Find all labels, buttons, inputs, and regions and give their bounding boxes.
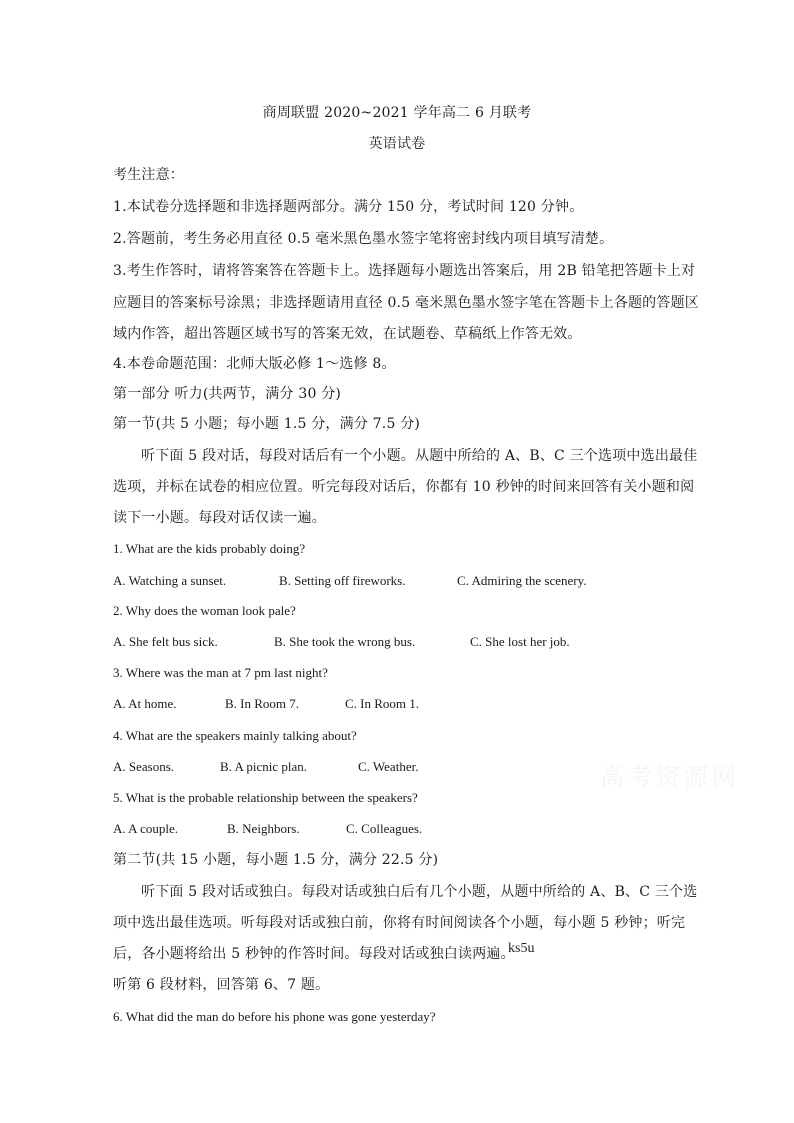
question-6: 6. What did the man do before his phone was gone yesterday? [113,1009,436,1024]
notice-heading: 考生注意： [113,167,184,183]
option-a: A. At home. [113,696,177,711]
exam-subject: 英语试卷 [368,136,426,152]
section2-instruction: 后，各小题将给出 5 秒钟的作答时间。每段对话或独白读两遍。 [113,946,515,962]
section1-instruction: 选项，并标在试卷的相应位置。听完每段对话后，你都有 10 秒钟的时间来回答有关小题和阅 [113,479,695,495]
option-a: A. Seasons. [113,759,175,774]
question-3: 3. Where was the man at 7 pm last night? [113,665,328,680]
notice-item: 应题目的答案标号涂黑；非选择题请用直径 0.5 毫米黑色墨水签字笔在答题卡上各题的答题区 [113,295,699,311]
section2-instruction: 项中选出最佳选项。听每段对话或独白前，你将有时间阅读各个小题，每小题 5 秒钟；听完 [113,915,686,931]
part1-heading: 第一部分 听力(共两节，满分 30 分) [113,386,342,402]
option-a: A. Watching a sunset. [113,573,227,588]
question-5: 5. What is the probable relationship between the speakers? [113,790,418,805]
question-2: 2. Why does the woman look pale? [113,603,296,618]
option-b: B. In Room 7. [225,696,300,711]
section2-heading: 第二节(共 15 小题，每小题 1.5 分，满分 22.5 分) [113,852,439,868]
option-c: C. Admiring the scenery. [457,573,587,588]
exam-title: 商周联盟 2020~2021 学年高二 6 月联考 [262,105,532,121]
option-b: B. A picnic plan. [220,759,308,774]
option-a: A. A couple. [113,821,178,836]
question-4: 4. What are the speakers mainly talking about? [113,728,357,743]
notice-item: 1.本试卷分选择题和非选择题两部分。满分 150 分，考试时间 120 分钟。 [113,199,584,215]
section1-instruction: 读下一小题。每段对话仅读一遍。 [113,510,326,526]
notice-item: 2.答题前，考生务必用直径 0.5 毫米黑色墨水签字笔将密封线内项目填写清楚。 [113,231,614,247]
section1-heading: 第一节(共 5 小题；每小题 1.5 分，满分 7.5 分) [113,416,421,432]
option-b: B. Setting off fireworks. [279,573,406,588]
notice-item: 3.考生作答时，请将答案答在答题卡上。选择题每小题选出答案后，用 2B 铅笔把答题卡上对 [113,263,696,279]
option-c: C. In Room 1. [345,696,420,711]
watermark [600,757,740,792]
option-c: C. Colleagues. [346,821,423,836]
option-a: A. She felt bus sick. [113,634,218,649]
notice-item: 4.本卷命题范围：北师大版必修 1～选修 8。 [113,356,396,372]
section2-instruction: 听下面 5 段对话或独白。每段对话或独白后有几个小题，从题中所给的 A、B、C 三个选 [141,884,698,900]
option-b: B. Neighbors. [227,821,300,836]
notice-item: 域内作答，超出答题区域书写的答案无效，在试题卷、草稿纸上作答无效。 [113,326,582,342]
option-b: B. She took the wrong bus. [274,634,416,649]
section1-instruction: 听下面 5 段对话，每段对话后有一个小题。从题中所给的 A、B、C 三个选项中选出最佳 [141,448,698,464]
option-c: C. Weather. [358,759,419,774]
option-c: C. She lost her job. [470,634,570,649]
material-6-intro: 听第 6 段材料，回答第 6、7 题。 [113,977,330,993]
ks5u-mark: ks5u [508,941,535,956]
question-1: 1. What are the kids probably doing? [113,541,306,556]
